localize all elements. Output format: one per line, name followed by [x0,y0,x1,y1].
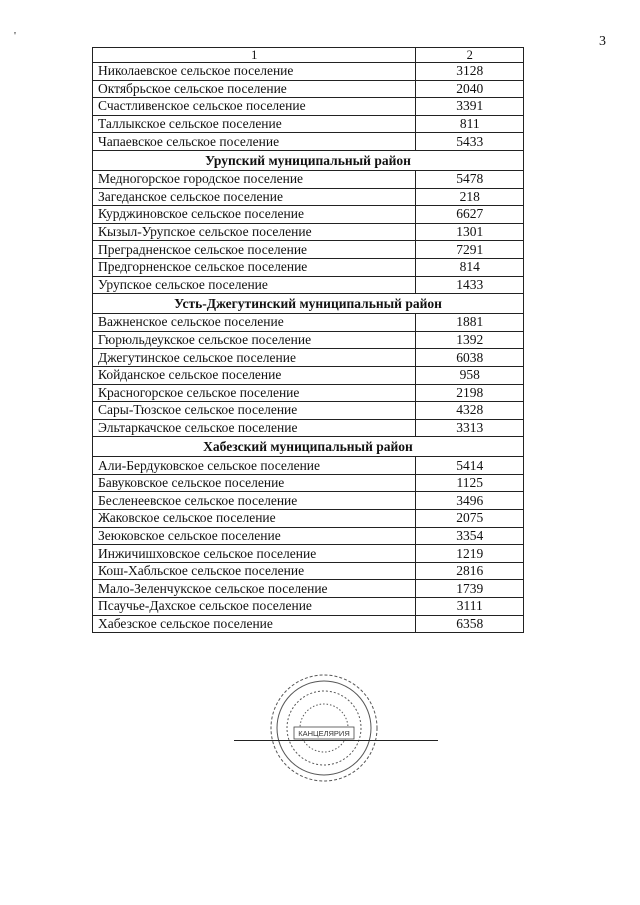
column-number-1: 1 [93,48,416,63]
population-value: 1219 [416,545,524,563]
table-row [93,63,524,81]
settlement-name: Псаучье-Дахское сельское поселение [93,598,416,616]
table-row [93,545,524,563]
table-row [93,492,524,510]
population-value: 6627 [416,206,524,224]
population-value: 958 [416,366,524,384]
table-row [93,384,524,402]
table-row [93,170,524,188]
table-row [93,241,524,259]
table-row [93,133,524,151]
table-row [93,206,524,224]
population-value: 5433 [416,133,524,151]
population-value: 1433 [416,276,524,294]
population-value: 1125 [416,474,524,492]
column-number-2: 2 [416,48,524,63]
column-number-row [93,48,524,63]
table-row [93,474,524,492]
district-header-row [93,437,524,457]
table-row [93,276,524,294]
settlement-name: Кызыл-Урупское сельское поселение [93,223,416,241]
table-row [93,258,524,276]
table-row [93,223,524,241]
population-value: 2816 [416,562,524,580]
table-row [93,115,524,133]
table-row [93,314,524,332]
population-value: 3496 [416,492,524,510]
population-value: 1739 [416,580,524,598]
population-value: 218 [416,188,524,206]
settlement-name: Бесленеевское сельское поселение [93,492,416,510]
table-row [93,615,524,633]
settlement-name: Эльтаркачское сельское поселение [93,419,416,437]
settlement-name: Преградненское сельское поселение [93,241,416,259]
settlement-name: Медногорское городское поселение [93,170,416,188]
population-value: 7291 [416,241,524,259]
table-row [93,188,524,206]
population-value: 814 [416,258,524,276]
settlement-name: Мало-Зеленчукское сельское поселение [93,580,416,598]
population-value: 6038 [416,349,524,367]
settlement-name: Хабезское сельское поселение [93,615,416,633]
population-value: 3128 [416,63,524,81]
population-value: 811 [416,115,524,133]
settlement-name: Али-Бердуковское сельское поселение [93,457,416,475]
district-header-row [93,150,524,170]
settlement-name: Красногорское сельское поселение [93,384,416,402]
settlement-name: Предгорненское сельское поселение [93,258,416,276]
settlement-name: Курджиновское сельское поселение [93,206,416,224]
population-value: 1392 [416,331,524,349]
settlement-name: Важненское сельское поселение [93,314,416,332]
population-value: 3111 [416,598,524,616]
settlement-name: Инжичишховское сельское поселение [93,545,416,563]
table-row [93,402,524,420]
settlements-table [92,47,524,633]
settlement-name: Загеданское сельское поселение [93,188,416,206]
table-row [93,598,524,616]
district-title: Урупский муниципальный район [93,150,524,170]
settlement-name: Гюрюльдеукское сельское поселение [93,331,416,349]
district-title: Усть-Джегутинский муниципальный район [93,294,524,314]
page-number: 3 [599,34,606,49]
margin-mark: ' [14,30,16,42]
population-value: 3354 [416,527,524,545]
table-row [93,366,524,384]
table-row [93,98,524,116]
population-value: 5414 [416,457,524,475]
population-value: 1301 [416,223,524,241]
settlement-name: Бавуковское сельское поселение [93,474,416,492]
population-value: 4328 [416,402,524,420]
settlement-name: Николаевское сельское поселение [93,63,416,81]
settlement-name: Зеюковское сельское поселение [93,527,416,545]
population-value: 2198 [416,384,524,402]
signature-line [234,740,438,741]
population-value: 1881 [416,314,524,332]
settlement-name: Таллыкское сельское поселение [93,115,416,133]
table-row [93,580,524,598]
population-value: 3391 [416,98,524,116]
settlement-name: Октябрьское сельское поселение [93,80,416,98]
settlement-name: Жаковское сельское поселение [93,510,416,528]
settlement-name: Джегутинское сельское поселение [93,349,416,367]
population-value: 2075 [416,510,524,528]
table-row [93,562,524,580]
table-row [93,527,524,545]
population-value: 3313 [416,419,524,437]
population-value: 2040 [416,80,524,98]
table-row [93,331,524,349]
settlement-name: Счастливенское сельское поселение [93,98,416,116]
district-title: Хабезский муниципальный район [93,437,524,457]
settlement-name: Чапаевское сельское поселение [93,133,416,151]
seal-text: КАНЦЕЛЯРИЯ [298,729,350,738]
table-row [93,419,524,437]
settlement-name: Кош-Хабльское сельское поселение [93,562,416,580]
settlement-name: Урупское сельское поселение [93,276,416,294]
settlement-name: Койданское сельское поселение [93,366,416,384]
settlement-name: Сары-Тюзское сельское поселение [93,402,416,420]
table-row [93,457,524,475]
table-row [93,510,524,528]
population-value: 6358 [416,615,524,633]
district-header-row [93,294,524,314]
table-row [93,349,524,367]
table-row [93,80,524,98]
population-value: 5478 [416,170,524,188]
official-seal-stamp [268,672,380,784]
